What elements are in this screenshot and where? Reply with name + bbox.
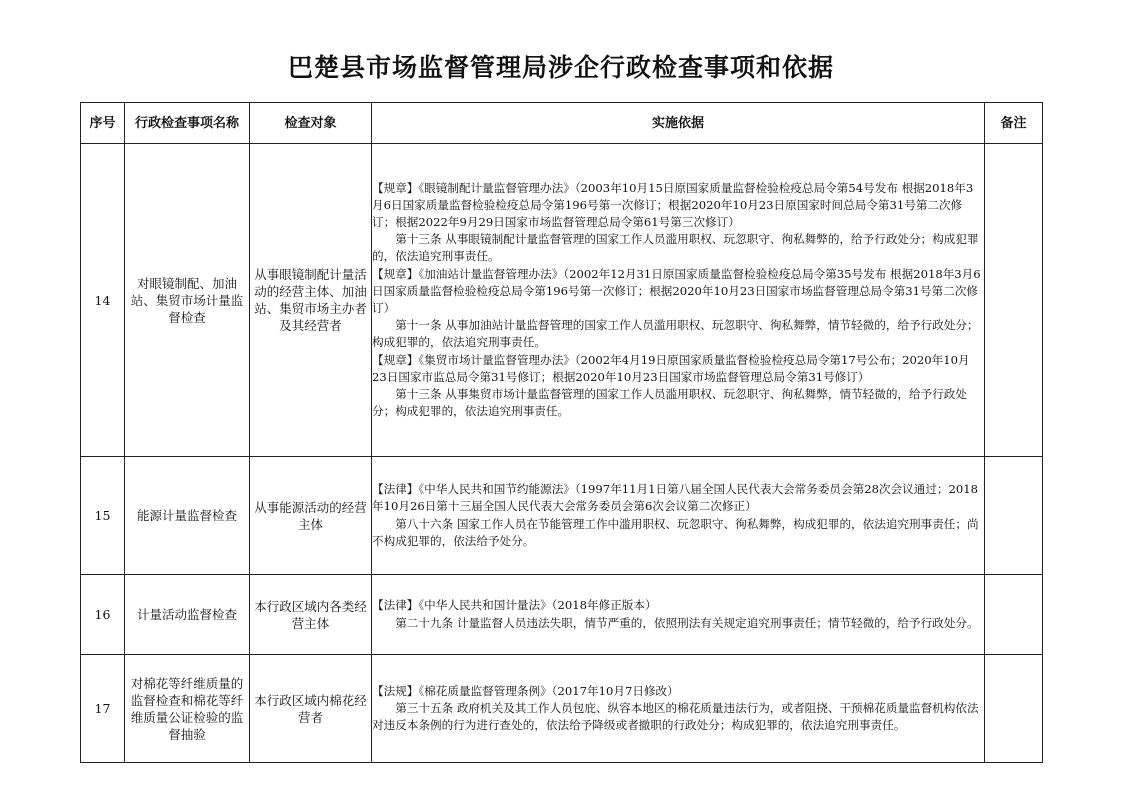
- basis-source: 【规章】《眼镜制配计量监督管理办法》（2003年10月15日原国家质量监督检验检疫总局令第54号发布 根据2018年3月6日国家质量监督检验检疫总局令第196号第一次修订；根据2020年10月23日原国家时间总局令第31号第二次修订；根据2022年9月29日国家市场监督管理总局令第61号第三次修订）: [372, 180, 974, 229]
- table-row: [81, 575, 1043, 655]
- row-remark: [985, 457, 1043, 575]
- basis-article: 第十三条 从事眼镜制配计量监督管理的国家工作人员滥用职权、玩忽职守、徇私舞弊的，给予行政处分；构成犯罪的，依法追究刑事责任。: [372, 232, 979, 264]
- basis-article: 第十三条 从事集贸市场计量监督管理的国家工作人员滥用职权、玩忽职守、徇私舞弊，情节轻微的，给予行政处分；构成犯罪的，依法追究刑事责任。: [372, 387, 967, 419]
- row-number: 17: [81, 655, 125, 763]
- row-basis: [372, 457, 985, 575]
- basis-source: 【法律】《中华人民共和国计量法》（2018年修正版本）: [372, 598, 657, 613]
- row-basis: [372, 655, 985, 763]
- header-target: 检查对象: [250, 103, 372, 144]
- row-number: 14: [81, 144, 125, 457]
- row-item-name: 对棉花等纤维质量的监督检查和棉花等纤维质量公证检验的监督抽验: [125, 655, 250, 763]
- table-row: [81, 457, 1043, 575]
- table-row: [81, 144, 1043, 457]
- row-target: 本行政区域内棉花经营者: [250, 655, 372, 763]
- basis-article: 第二十九条 计量监督人员违法失职，情节严重的，依照刑法有关规定追究刑事责任；情节轻微的，给予行政处分。: [395, 615, 979, 630]
- row-basis: [372, 575, 985, 655]
- row-remark: [985, 575, 1043, 655]
- row-remark: [985, 655, 1043, 763]
- header-remark: 备注: [985, 103, 1043, 144]
- row-item-name: 对眼镜制配、加油站、集贸市场计量监督检查: [125, 144, 250, 457]
- row-remark: [985, 144, 1043, 457]
- basis-source: 【规章】《集贸市场计量监督管理办法》（2002年4月19日原国家质量监督检验检疫总局令第17号公布；2020年10月23日国家市监总局令第31号修订；根据2020年10月23日国家市场监督管理总局令第31号修订）: [372, 352, 970, 384]
- table-row: [81, 655, 1043, 763]
- page-title: 巴楚县市场监督管理局涉企行政检查事项和依据: [287, 53, 834, 82]
- row-target: 从事眼镜制配计量活动的经营主体、加油站、集贸市场主办者及其经营者: [250, 144, 372, 457]
- basis-source: 【法律】《中华人民共和国节约能源法》（1997年11月1日第八届全国人民代表大会常务委员会第28次会议通过；2018年10月26日第十三届全国人民代表大会常务委员会第6次会议第二次修正）: [372, 482, 979, 514]
- row-number: 15: [81, 457, 125, 575]
- row-number: 16: [81, 575, 125, 655]
- basis-source: 【规章】《加油站计量监督管理办法》（2002年12月31日原国家质量监督检验检疫总局令第35号发布 根据2018年3月6日国家质量监督检验检疫总局令第196号第一次修订；根据2020年10月23日国家市场监督管理总局令第31号第二次修订）: [372, 266, 981, 315]
- row-target: 本行政区域内各类经营主体: [250, 575, 372, 655]
- basis-article: 第八十六条 国家工作人员在节能管理工作中滥用职权、玩忽职守、徇私舞弊，构成犯罪的，依法追究刑事责任；尚不构成犯罪的，依法给予处分。: [372, 516, 979, 548]
- header-basis: 实施依据: [372, 103, 985, 144]
- basis-article: 第十一条 从事加油站计量监督管理的国家工作人员滥用职权、玩忽职守、徇私舞弊，情节轻微的，给予行政处分；构成犯罪的，依法追究刑事责任。: [372, 318, 979, 350]
- basis-source: 【法规】《棉花质量监督管理条例》（2017年10月7日修改）: [372, 683, 679, 698]
- header-item-name: 行政检查事项名称: [125, 103, 250, 144]
- header-row: [81, 103, 1043, 144]
- row-target: 从事能源活动的经营主体: [250, 457, 372, 575]
- row-basis: [372, 144, 985, 457]
- row-item-name: 计量活动监督检查: [125, 575, 250, 655]
- row-item-name: 能源计量监督检查: [125, 457, 250, 575]
- basis-article: 第三十五条 政府机关及其工作人员包庇、纵容本地区的棉花质量违法行为，或者阻挠、干预棉花质量监督机构依法对违反本条例的行为进行查处的，依法给予降级或者撤职的行政处分；构成犯罪的，依法追究刑事责任。: [372, 700, 979, 733]
- inspection-table: [80, 102, 1043, 763]
- header-no: 序号: [81, 103, 125, 144]
